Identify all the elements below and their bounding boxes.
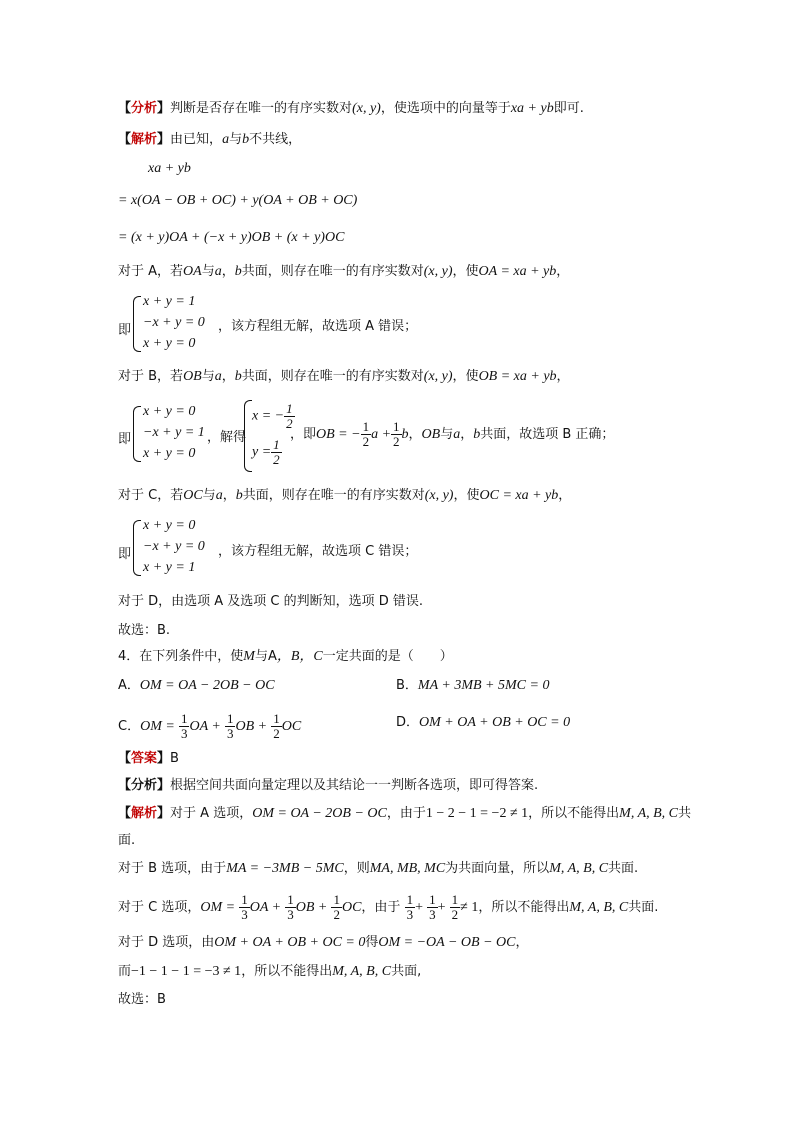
text: ， bbox=[221, 264, 235, 279]
points: M, A, B, C bbox=[332, 964, 392, 979]
solution-d-calc bbox=[118, 963, 421, 981]
denominator: 2 bbox=[286, 416, 293, 431]
numerator: 1 bbox=[362, 419, 370, 434]
text: 为共面向量，所以 bbox=[445, 861, 550, 876]
fraction bbox=[405, 893, 416, 922]
numerator: 1 bbox=[180, 711, 188, 726]
solution-c-line bbox=[118, 893, 658, 922]
solution-tag: 解析 bbox=[131, 132, 158, 147]
answer-section: 【答案】B bbox=[118, 751, 179, 766]
points: M, A, B, C bbox=[619, 806, 679, 821]
denominator: 2 bbox=[333, 907, 340, 922]
text: 面. bbox=[118, 833, 136, 848]
text: ，由于 bbox=[361, 900, 401, 915]
text: 对于 A 选项， bbox=[170, 806, 253, 821]
text: ，使 bbox=[452, 264, 479, 279]
denominator: 3 bbox=[287, 907, 294, 922]
points: M, A, B, C bbox=[549, 861, 609, 876]
text: 对于 C 选项， bbox=[118, 900, 201, 915]
text: 共面，则存在唯一的有序实数对 bbox=[241, 264, 424, 279]
text: ，所以不能得出 bbox=[241, 964, 333, 979]
expr-line: = (x + y)OA + (−x + y)OB + (x + y)OC bbox=[118, 230, 345, 245]
points: M, A, B, C bbox=[569, 900, 629, 915]
fraction bbox=[239, 893, 250, 922]
text: 由已知， bbox=[170, 132, 223, 147]
fraction bbox=[450, 893, 461, 922]
fraction bbox=[271, 438, 282, 467]
expr: OC bbox=[281, 719, 302, 734]
text: 即可. bbox=[553, 101, 584, 116]
text: 得 bbox=[365, 935, 379, 950]
text: 共面，故选项 B 正确； bbox=[480, 427, 615, 442]
denominator: 3 bbox=[226, 726, 234, 741]
text: 根据空间共面向量定理以及其结论一一判断各选项，即可得答案. bbox=[170, 778, 539, 793]
eq-row: x + y = 0 bbox=[143, 446, 196, 461]
denominator: 2 bbox=[273, 452, 280, 467]
denominator: 2 bbox=[273, 726, 280, 741]
text: ， bbox=[558, 488, 572, 503]
fraction bbox=[427, 893, 438, 922]
eq: a + bbox=[371, 427, 392, 442]
vec: OA bbox=[183, 264, 202, 279]
option-b bbox=[396, 677, 549, 695]
text: 对于 A，若 bbox=[118, 264, 184, 279]
numerator: 1 bbox=[287, 892, 294, 907]
eq-row: x + y = 1 bbox=[143, 294, 196, 309]
eq-row: x + y = 0 bbox=[143, 336, 196, 351]
calc: 1 − 2 − 1 = −2 ≠ 1 bbox=[425, 806, 529, 821]
expr-line: = x(OA − OB + OC) + y(OA + OB + OC) bbox=[118, 193, 358, 208]
text: ， bbox=[221, 369, 235, 384]
vec-a: a bbox=[222, 132, 230, 147]
pair: (x, y) bbox=[424, 488, 454, 503]
eq-row: x + y = 0 bbox=[143, 404, 196, 419]
numerator: 1 bbox=[273, 711, 280, 726]
text: 与 bbox=[201, 264, 215, 279]
text: ，该方程组无解，故选项 C 错误； bbox=[218, 544, 418, 559]
numerator: 1 bbox=[406, 892, 414, 907]
text: 4．在下列条件中，使 bbox=[118, 649, 244, 664]
analysis-tag: 分析 bbox=[131, 778, 158, 793]
text: ，即 bbox=[290, 427, 317, 442]
answer-value: B bbox=[170, 751, 179, 766]
option-label: A． bbox=[118, 678, 140, 693]
fraction bbox=[271, 712, 282, 741]
option-label: B． bbox=[396, 678, 418, 693]
text: ，使选项中的向量等于 bbox=[380, 101, 511, 116]
vec-a: a bbox=[215, 488, 223, 503]
expr: OB + bbox=[235, 719, 268, 734]
denominator: 2 bbox=[362, 434, 370, 449]
case-a-line bbox=[118, 263, 569, 281]
vec-b: b bbox=[242, 132, 250, 147]
calc: −1 − 1 − 1 = −3 ≠ 1 bbox=[131, 964, 242, 979]
numerator: 1 bbox=[226, 711, 234, 726]
final-answer: 故选：B bbox=[118, 992, 166, 1007]
question-4-stem bbox=[118, 648, 453, 666]
solution-d-line bbox=[118, 934, 529, 952]
expr: OM = OA − 2OB − OC bbox=[139, 678, 275, 693]
text: 共 bbox=[678, 806, 692, 821]
fraction bbox=[225, 712, 236, 741]
vec-a: a bbox=[214, 369, 222, 384]
text: ，由于 bbox=[386, 806, 426, 821]
text: 与A bbox=[254, 649, 277, 664]
pair: (x, y) bbox=[352, 101, 381, 116]
brace bbox=[133, 520, 141, 576]
option-a bbox=[118, 677, 275, 695]
numerator: 1 bbox=[429, 892, 436, 907]
text: y = bbox=[252, 444, 272, 460]
expr: OM + OA + OB + OC = 0 bbox=[419, 715, 571, 730]
denominator: 3 bbox=[429, 907, 436, 922]
text: 共面, bbox=[391, 964, 422, 979]
option-label: C． bbox=[118, 719, 141, 734]
vec-a: a bbox=[214, 264, 222, 279]
text: ，使 bbox=[452, 369, 479, 384]
denominator: 3 bbox=[406, 907, 414, 922]
vec: OC bbox=[183, 488, 203, 503]
text: ，所以不能得出 bbox=[528, 806, 620, 821]
vec-b: b bbox=[473, 427, 481, 442]
fraction bbox=[331, 893, 342, 922]
eq: OB = − bbox=[316, 427, 361, 442]
eq: MA = −3MB − 5MC bbox=[226, 861, 344, 876]
option-label: D． bbox=[396, 715, 420, 730]
expr: OB + bbox=[295, 900, 328, 915]
vec-a: a bbox=[453, 427, 461, 442]
brace bbox=[244, 400, 252, 472]
solution-tag: 解析 bbox=[131, 806, 158, 821]
option-d bbox=[396, 714, 570, 732]
point-b: ，B bbox=[276, 649, 300, 664]
op: + bbox=[437, 900, 446, 915]
brace bbox=[133, 406, 141, 462]
text: 一定共面的是（ ） bbox=[322, 649, 453, 664]
answer-line: 故选：B. bbox=[118, 623, 171, 638]
text: x = − bbox=[252, 408, 285, 424]
numerator: 1 bbox=[241, 892, 248, 907]
text: ，解得 bbox=[207, 430, 247, 445]
numerator: 1 bbox=[393, 419, 400, 434]
text: ， bbox=[222, 488, 236, 503]
vec-b: b bbox=[234, 264, 242, 279]
expr: OA + bbox=[189, 719, 221, 734]
analysis-line-2: 【分析】根据空间共面向量定理以及其结论一一判断各选项，即可得答案. bbox=[118, 778, 539, 793]
text: 与 bbox=[201, 369, 215, 384]
eq-row bbox=[252, 402, 295, 431]
text: 共面. bbox=[608, 861, 639, 876]
denominator: 2 bbox=[451, 907, 459, 922]
numerator: 1 bbox=[286, 401, 293, 416]
text: ，所以不能得出 bbox=[478, 900, 570, 915]
expr: OC bbox=[341, 900, 362, 915]
text: 判断是否存在唯一的有序实数对 bbox=[170, 101, 353, 116]
text: 而 bbox=[118, 964, 132, 979]
fraction bbox=[179, 712, 190, 741]
vec: OB bbox=[421, 427, 441, 442]
eq-row: x + y = 1 bbox=[143, 560, 196, 575]
vecs: MA, MB, MC bbox=[369, 861, 446, 876]
op: ≠ 1 bbox=[460, 900, 479, 915]
expr: OM = bbox=[200, 900, 236, 915]
analysis-tag: 分析 bbox=[131, 101, 158, 116]
denominator: 2 bbox=[393, 434, 400, 449]
eq: OB = xa + yb bbox=[478, 369, 557, 384]
text: 与 bbox=[440, 427, 454, 442]
text: 对于 C，若 bbox=[118, 488, 184, 503]
eq: b bbox=[401, 427, 409, 442]
text: ，使 bbox=[453, 488, 480, 503]
denominator: 3 bbox=[241, 907, 248, 922]
fraction bbox=[391, 420, 402, 449]
option-c bbox=[118, 712, 301, 741]
fraction bbox=[285, 893, 296, 922]
eq-row: x + y = 0 bbox=[143, 518, 196, 533]
eq-row: −x + y = 0 bbox=[143, 315, 205, 330]
text: 与 bbox=[229, 132, 243, 147]
expr-line: xa + yb bbox=[148, 161, 191, 176]
pair: (x, y) bbox=[423, 369, 453, 384]
expr: xa + yb bbox=[510, 101, 554, 116]
eq-row bbox=[252, 438, 282, 467]
point-c: ，C bbox=[299, 649, 323, 664]
op: + bbox=[415, 900, 423, 915]
eq-row: −x + y = 0 bbox=[143, 539, 205, 554]
text: 共面，则存在唯一的有序实数对 bbox=[241, 369, 424, 384]
pair: (x, y) bbox=[423, 264, 453, 279]
text: 即 bbox=[118, 323, 132, 338]
text: ， bbox=[515, 935, 529, 950]
text: 即 bbox=[118, 432, 132, 447]
solution-line-2: 【解析】对于 A 选项，OM = OA − 2OB − OC，由于1 − 2 − 1 = −2 ≠ 1，所以不能得出M, A, B, C共 bbox=[118, 806, 692, 821]
expr: MA + 3MB + 5MC = 0 bbox=[417, 678, 550, 693]
text: ， bbox=[556, 264, 570, 279]
point-m: M bbox=[243, 649, 255, 664]
answer-tag: 答案 bbox=[131, 751, 158, 766]
vec: OB bbox=[183, 369, 202, 384]
text: 对于 D 选项，由 bbox=[118, 935, 215, 950]
text: 即 bbox=[118, 547, 132, 562]
text: 不共线， bbox=[249, 132, 302, 147]
numerator: 1 bbox=[451, 892, 459, 907]
solution-line: 【解析】由已知，a与b不共线， bbox=[118, 132, 302, 147]
text: 共面，则存在唯一的有序实数对 bbox=[242, 488, 425, 503]
eq-row: −x + y = 1 bbox=[143, 425, 205, 440]
vec-b: b bbox=[235, 488, 243, 503]
vec-b: b bbox=[234, 369, 242, 384]
text: ， bbox=[460, 427, 474, 442]
eq: OM + OA + OB + OC = 0 bbox=[214, 935, 366, 950]
fraction bbox=[361, 420, 372, 449]
eq: OM = −OA − OB − OC bbox=[378, 935, 516, 950]
case-b-conclusion bbox=[290, 420, 614, 449]
numerator: 1 bbox=[273, 437, 280, 452]
text: 对于 B 选项，由于 bbox=[118, 861, 227, 876]
case-d-line: 对于 D，由选项 A 及选项 C 的判断知，选项 D 错误. bbox=[118, 594, 424, 609]
text: 对于 B，若 bbox=[118, 369, 184, 384]
numerator: 1 bbox=[333, 892, 340, 907]
text: 共面. bbox=[628, 900, 659, 915]
eq: OM = OA − 2OB − OC bbox=[252, 806, 387, 821]
case-c-line bbox=[118, 487, 571, 505]
eq: OA = xa + yb bbox=[478, 264, 557, 279]
text: ，该方程组无解，故选项 A 错误； bbox=[218, 319, 418, 334]
analysis-line: 【分析】判断是否存在唯一的有序实数对(x, y)，使选项中的向量等于xa + yb即可. bbox=[118, 101, 584, 116]
text: ， bbox=[408, 427, 422, 442]
brace bbox=[133, 296, 141, 352]
eq: OC = xa + yb bbox=[479, 488, 559, 503]
case-b-line bbox=[118, 368, 570, 386]
solution-b-line bbox=[118, 860, 638, 878]
text: ，则 bbox=[343, 861, 370, 876]
text: ， bbox=[556, 369, 570, 384]
expr: OM = bbox=[140, 719, 175, 734]
expr: OA + bbox=[249, 900, 282, 915]
text: 与 bbox=[202, 488, 216, 503]
denominator: 3 bbox=[180, 726, 188, 741]
